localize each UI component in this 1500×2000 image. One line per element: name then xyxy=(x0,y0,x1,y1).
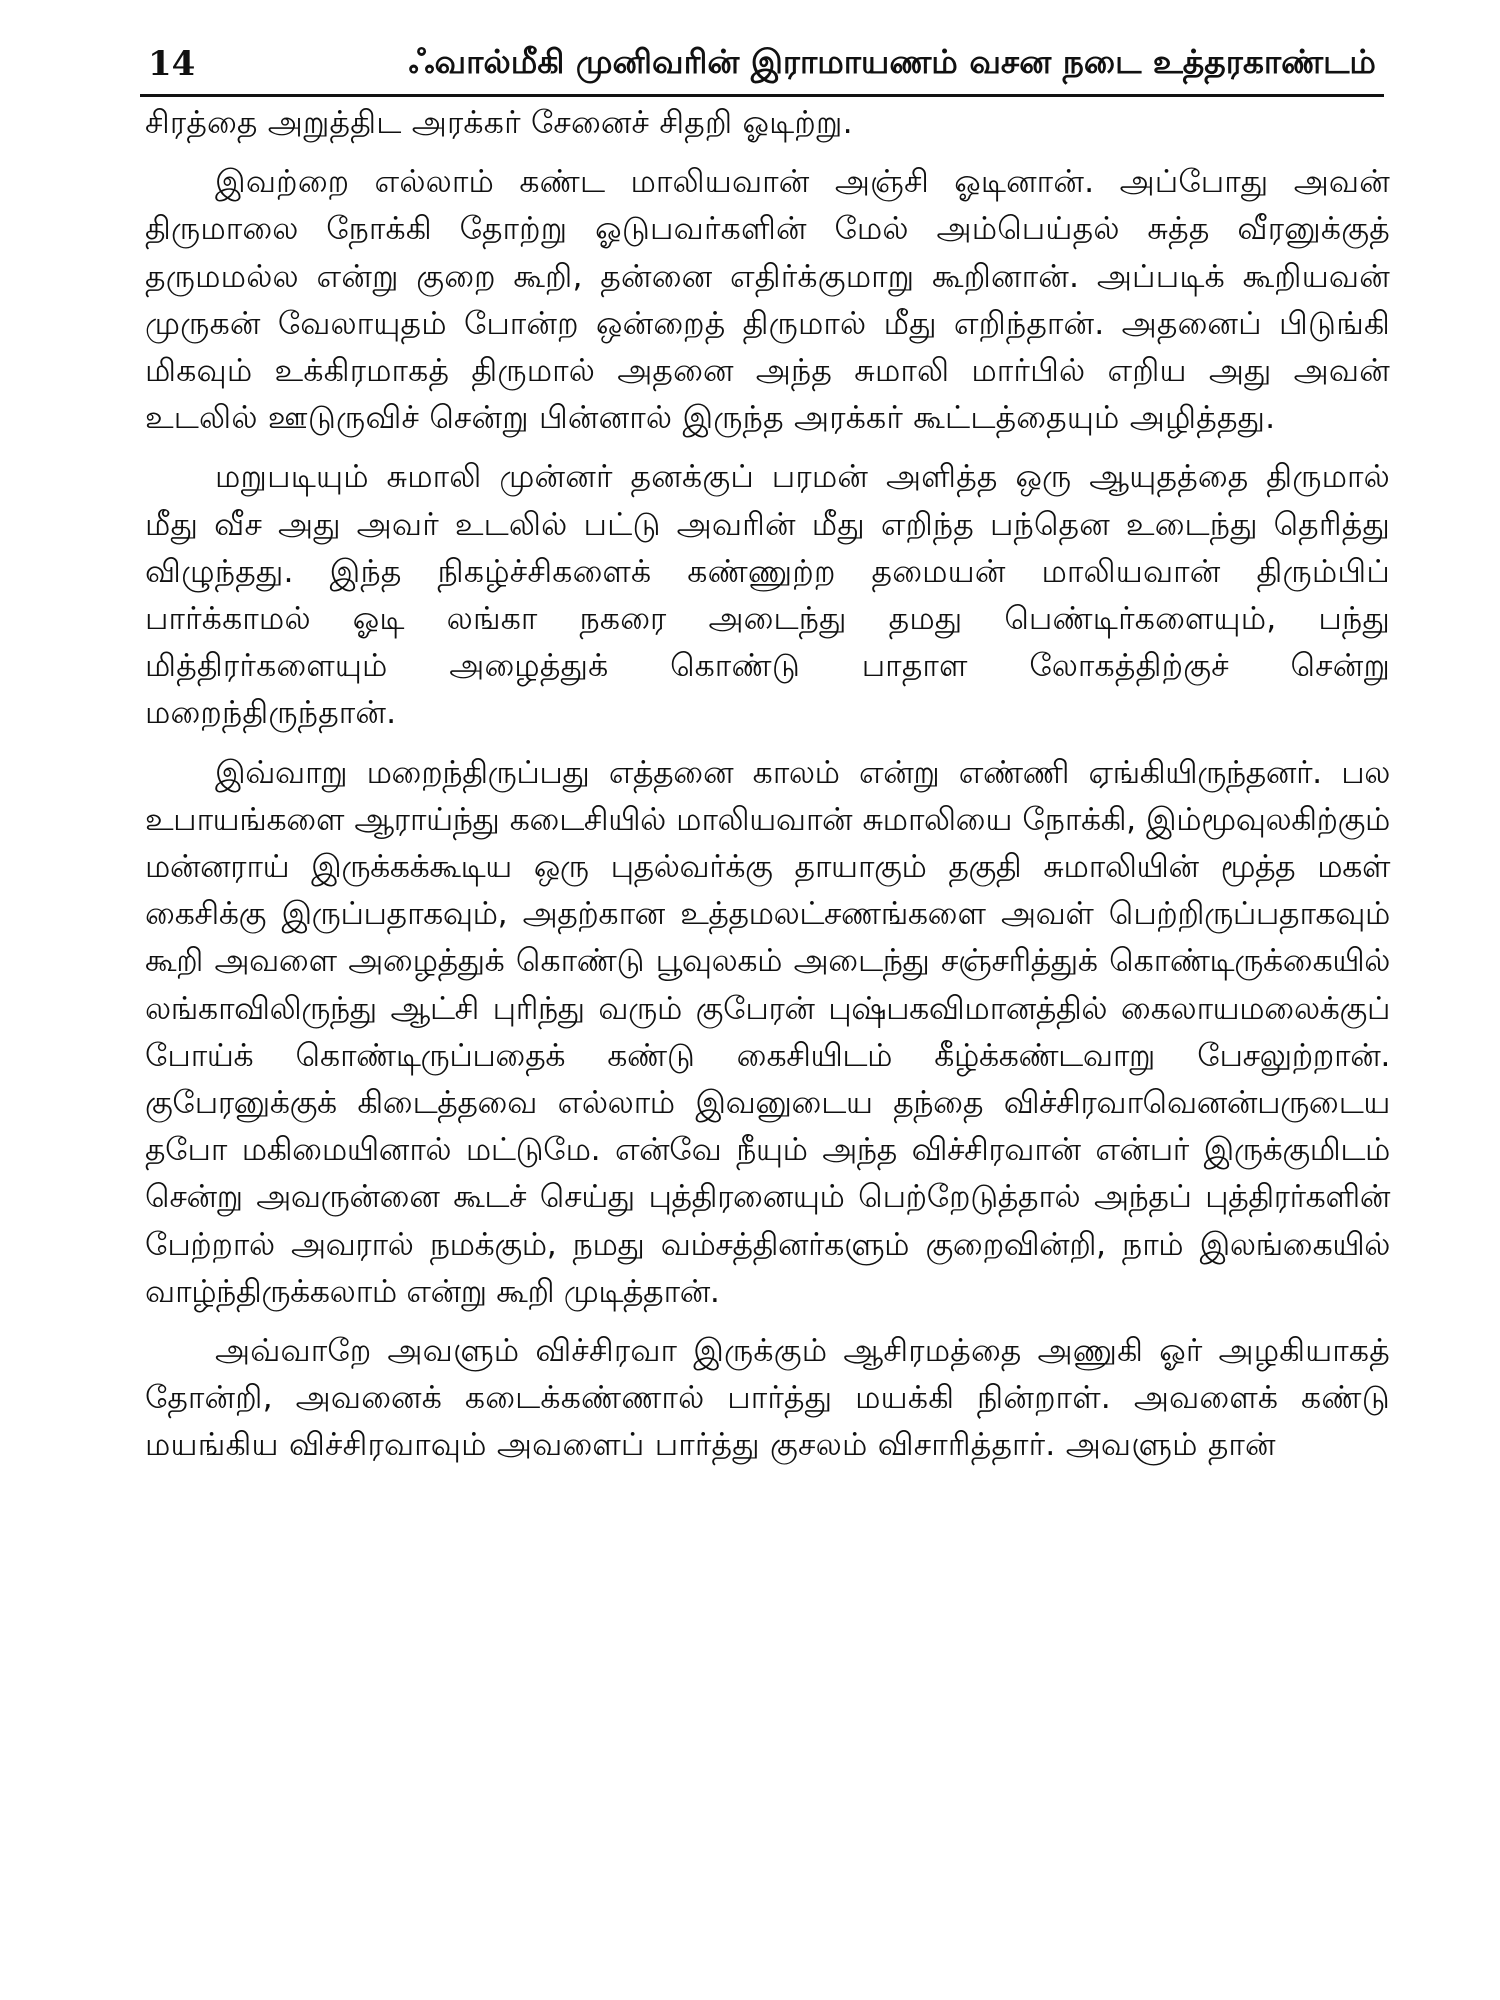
paragraph: அவ்வாறே அவளும் விச்சிரவா இருக்கும் ஆசிரமத்தை அணுகி ஓர் அழகியாகத் தோன்றி, அவனைக் கடைக்கண்ணால் பார்த்து மயக்கி நின்றாள். அவளைக் கண்டு மயங்கிய விச்சிரவாவும் அவளைப் பார்த்து குசலம் விசாரித்தார். அவளும் தான் xyxy=(145,1333,1390,1464)
paragraph: இவ்வாறு மறைந்திருப்பது எத்தனை காலம் என்று எண்ணி ஏங்கியிருந்தனர். பல உபாயங்களை ஆராய்ந்து கடைசியில் மாலியவான் சுமாலியை நோக்கி, இம்மூவுலகிற்கும் மன்னராய் இருக்கக்கூடிய ஒரு புதல்வர்க்கு தாயாகும் தகுதி சுமாலியின் மூத்த மகள் கைசிக்கு இருப்பதாகவும், அதற்கான உத்தமலட்சணங்களை அவள் பெற்றிருப்பதாகவும் கூறி அவளை அழைத்துக் கொண்டு பூவுலகம் அடைந்து சஞ்சரித்துக் கொண்டிருக்கையில் லங்காவிலிருந்து ஆட்சி புரிந்து வரும் குபேரன் புஷ்பகவிமானத்தில் கைலாயமலைக்குப் போய்க் கொண்டிருப்பதைக் கண்டு கைசியிடம் கீழ்க்கண்டவாறு பேசலுற்றான். குபேரனுக்குக் கிடைத்தவை எல்லாம் இவனுடைய தந்தை விச்சிரவாவெனன்பருடைய தபோ மகிமையினால் மட்டுமே. என்வே நீயும் அந்த விச்சிரவான் என்பர் இருக்குமிடம் சென்று அவருன்னை கூடச் செய்து புத்திரனையும் பெற்றேடுத்தால் அந்தப் புத்திரர்களின் பேற்றால் அவரால் நமக்கும், நமது வம்சத்தினர்களும் குறைவின்றி, நாம் இலங்கையில் வாழ்ந்திருக்கலாம் என்று கூறி முடித்தான். xyxy=(145,754,1390,1310)
paragraph: மறுபடியும் சுமாலி முன்னர் தனக்குப் பரமன் அளித்த ஒரு ஆயுதத்தை திருமால் மீது வீச அது அவர் உடலில் பட்டு அவரின் மீது எறிந்த பந்தென உடைந்து தெரித்து விழுந்தது. இந்த நிகழ்ச்சிகளைக் கண்ணுற்ற தமையன் மாலியவான் திரும்பிப் பார்க்காமல் ஓடி லங்கா நகரை அடைந்து தமது பெண்டிர்களையும், பந்து மித்திரர்களையும் அழைத்துக் கொண்டு பாதாள லோகத்திற்குச் சென்று மறைந்திருந்தான். xyxy=(145,459,1390,732)
page-header xyxy=(140,38,1380,94)
page-number: 14 xyxy=(148,44,196,84)
running-head: ஃவால்மீகி முனிவரின் இராமாயணம் வசன நடை உத்தரகாண்டம் xyxy=(408,42,1376,81)
body-text xyxy=(145,100,1390,1482)
paragraph: இவற்றை எல்லாம் கண்ட மாலியவான் அஞ்சி ஓடினான். அப்போது அவன் திருமாலை நோக்கி தோற்று ஓடுபவர்களின் மேல் அம்பெய்தல் சுத்த வீரனுக்குத் தருமமல்ல என்று குறை கூறி, தன்னை எதிர்க்குமாறு கூறினான். அப்படிக் கூறியவன் முருகன் வேலாயுதம் போன்ற ஒன்றைத் திருமால் மீது எறிந்தான். அதனைப் பிடுங்கி மிகவும் உக்கிரமாகத் திருமால் அதனை அந்த சுமாலி மார்பில் எறிய அது அவன் உடலில் ஊடுருவிச் சென்று பின்னால் இருந்த அரக்கர் கூட்டத்தையும் அழித்தது. xyxy=(145,164,1390,437)
paragraph-continuation: சிரத்தை அறுத்திட அரக்கர் சேனைச் சிதறி ஓடிற்று. xyxy=(145,105,853,141)
header-divider xyxy=(140,94,1384,97)
